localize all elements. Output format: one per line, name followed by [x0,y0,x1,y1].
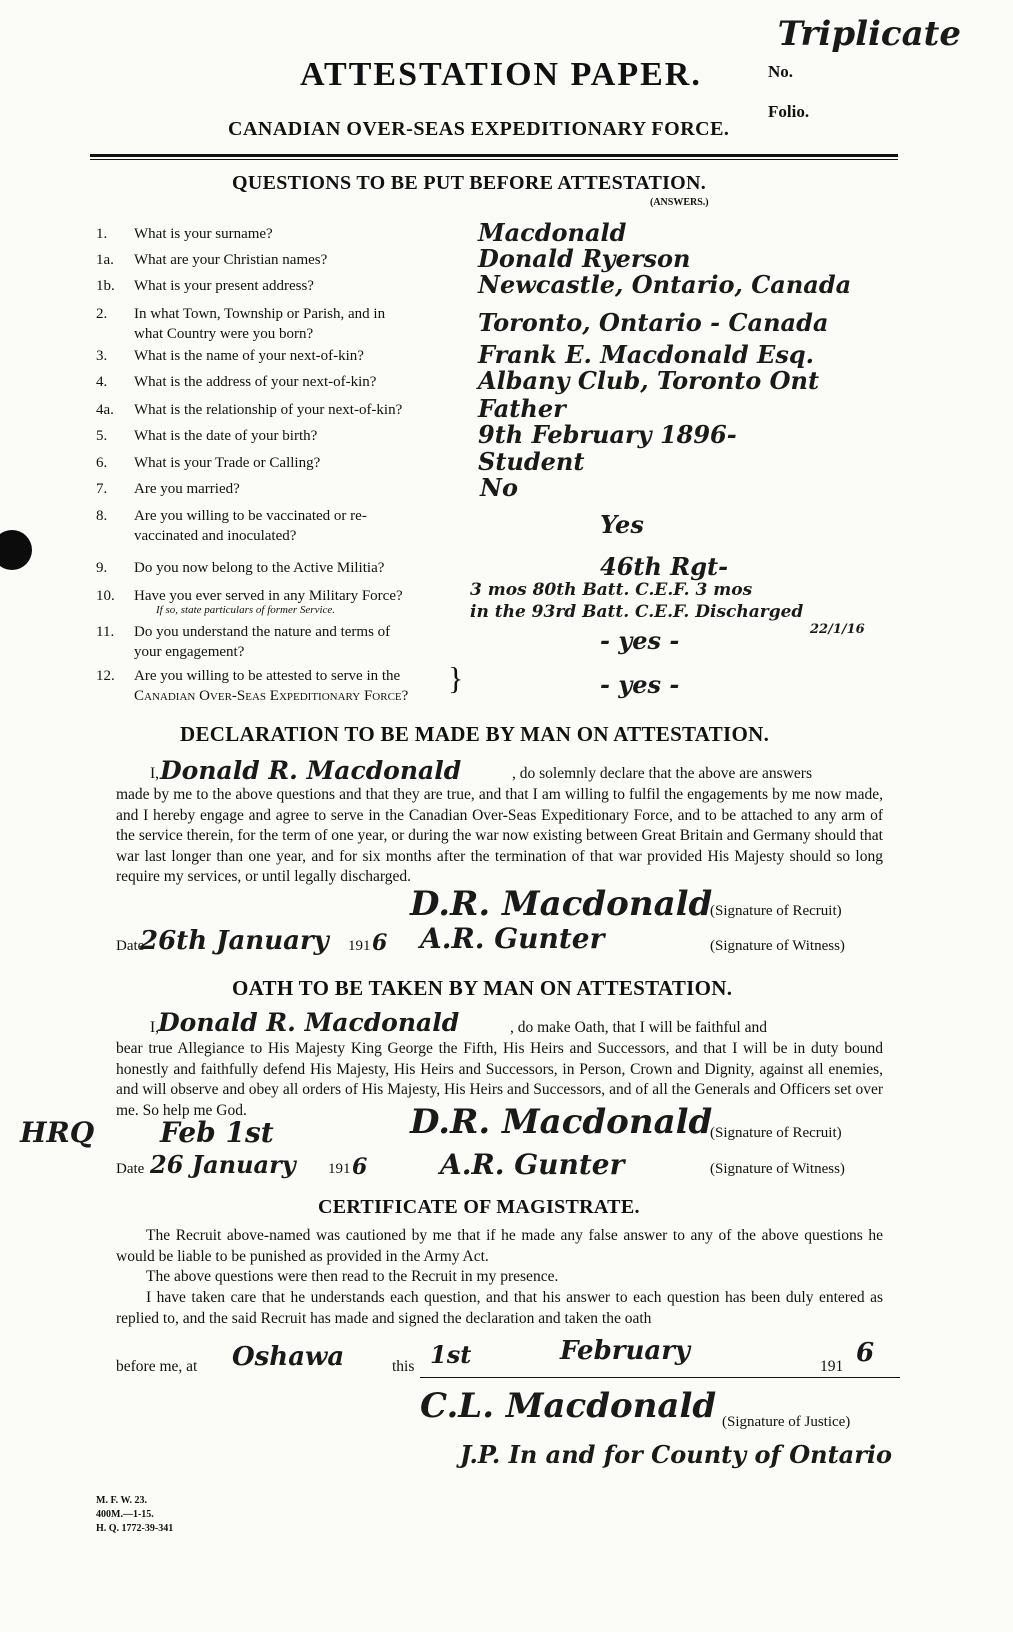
oath-witness-signature: A.R. Gunter [440,1148,625,1181]
question-text: Are you willing to be vaccinated or re- [134,508,367,524]
question-number: 10. [96,588,115,604]
declaration-name: Donald R. Macdonald [160,756,462,785]
answer-text: - yes - [600,626,680,655]
magistrate-day: 1st [430,1340,472,1369]
answer-text: Newcastle, Ontario, Canada [478,270,852,299]
answer-text: Frank E. Macdonald Esq. [478,340,814,369]
question-text: What are your Christian names? [134,252,328,268]
question-number: 12. [96,668,115,684]
magistrate-p1: The Recruit above-named was cautioned by me that if he made any false answer to any of the above questions he would be liable to be punished as provided in the Army Act. [116,1227,883,1265]
question-text: Are you willing to be attested to serve in the [134,668,401,684]
question-text: What is the address of your next-of-kin? [134,374,377,390]
magistrate-justice-signature: C.L. Macdonald [420,1386,717,1426]
question-text: What is the name of your next-of-kin? [134,348,364,364]
question-number: 4. [96,374,108,390]
question-text-line2: Canadian Over-Seas Expeditionary Force? [134,688,409,704]
form-code: H. Q. 1772-39-341 [96,1523,174,1534]
question-number: 9. [96,560,108,576]
magistrate-this-label: this [392,1358,415,1375]
brace: } [448,660,464,696]
magistrate-title: CERTIFICATE OF MAGISTRATE. [318,1196,640,1218]
triplicate-note: Triplicate [777,14,961,54]
answer-text: Donald Ryerson [478,244,691,273]
answer-text-continued: 22/1/16 [810,622,865,637]
oath-year-prefix: 191 [328,1161,351,1177]
oath-recruit-label: (Signature of Recruit) [710,1125,842,1141]
oath-year-digit: 6 [352,1154,368,1180]
question-number: 7. [96,481,108,497]
answer-text: Toronto, Ontario - Canada [478,308,829,337]
number-label: No. [768,62,794,81]
question-text: Do you now belong to the Active Militia? [134,560,385,576]
oath-witness-label: (Signature of Witness) [710,1161,845,1177]
declaration-year-digit: 6 [372,930,388,956]
question-number: 11. [96,624,115,640]
answer-text: - yes - [600,670,680,699]
question-text: What is your present address? [134,278,314,294]
question-text: Are you married? [134,481,240,497]
answer-text: Yes [600,510,644,539]
magistrate-year-prefix: 191 [820,1358,844,1375]
oath-body: bear true Allegiance to His Majesty King George the Fifth, His Heirs and Successors, and that I will be in duty bound honestly and faithfully defend His Majesty, His Heirs and Successors, in Person, Crown and Dignity, against all enemies, and will observe and obey all orders of His Majesty, His Heirs and Successors, and of all the Generals and Officers set over me. So help me God. [116,1040,883,1119]
question-text: What is the relationship of your next-of-kin? [134,402,403,418]
form-code: M. F. W. 23. [96,1495,148,1506]
oath-i: I, [150,1019,160,1036]
answer-text: 3 mos 80th Batt. C.E.F. 3 mos [470,580,753,600]
question-text-line2: what Country were you born? [134,326,314,342]
question-number: 4a. [96,402,114,418]
oath-date-label: Date [116,1161,145,1177]
form-codes [96,1494,173,1536]
answer-text: 46th Rgt- [600,552,729,581]
declaration-recruit-signature: D.R. Macdonald [410,884,713,924]
header-rule-thin [90,159,898,160]
declaration-recruit-label: (Signature of Recruit) [710,903,842,919]
declaration-date-value: 26th January [140,926,329,956]
magistrate-date-rule [420,1377,900,1378]
oath-margin-note: HRQ [20,1116,95,1149]
punch-hole-left [0,530,32,570]
question-number: 1a. [96,252,114,268]
question-number: 3. [96,348,108,364]
magistrate-month: February [560,1336,691,1366]
answer-text: Student [478,447,585,476]
question-text-line2: If so, state particulars of former Service. [156,604,336,616]
question-number: 1b. [96,278,115,294]
answers-label: (ANSWERS.) [650,197,709,208]
answer-text: 9th February 1896- [478,420,737,449]
declaration-body: made by me to the above questions and that they are true, and that I am willing to fulfil the engagements by me now made, and I hereby engage and agree to serve in the Canadian Over-Seas Expeditionary Force, and to be attached to any arm of the service therein, for the term of one year, or during the war now existing between Great Britain and Germany should that war last longer than one year, and for six months after the termination of that war provided His Majesty should so long require my services, or until legally discharged. [116,786,883,885]
question-text: Do you understand the nature and terms of [134,624,391,640]
question-text: What is your Trade or Calling? [134,455,321,471]
oath-title: OATH TO BE TAKEN BY MAN ON ATTESTATION. [232,976,733,1000]
magistrate-p3: I have taken care that he understands each question, and that his answer to each question has been duly entered as replied to, and the said Recruit has made and signed the declaration and taken the oath [116,1289,883,1327]
magistrate-year-digit: 6 [856,1338,875,1368]
magistrate-justice-label: (Signature of Justice) [722,1414,851,1430]
oath-date-value: 26 January [150,1150,296,1179]
header-rule [90,154,898,157]
question-text: Have you ever served in any Military Force? [134,588,403,604]
magistrate-justice-note: J.P. In and for County of Ontario [460,1440,892,1469]
declaration-witness-label: (Signature of Witness) [710,938,845,954]
magistrate-p2: The above questions were then read to the Recruit in my presence. [146,1268,559,1285]
declaration-i: I, [150,765,160,782]
folio-label: Folio. [768,102,810,121]
question-number: 6. [96,455,108,471]
answer-text: Macdonald [478,218,627,247]
declaration-date-label: Date [116,938,145,954]
magistrate-place: Oshawa [232,1342,345,1372]
question-text: What is the date of your birth? [134,428,318,444]
form-code: 400M.—1-15. [96,1509,154,1520]
questions-title: QUESTIONS TO BE PUT BEFORE ATTESTATION. [232,172,707,194]
question-text: What is your surname? [134,226,273,242]
declaration-witness-signature: A.R. Gunter [420,922,605,955]
oath-name: Donald R. Macdonald [158,1008,460,1037]
oath-recruit-signature: D.R. Macdonald [410,1102,713,1142]
question-text-line2: vaccinated and inoculated? [134,528,297,544]
force-heading: CANADIAN OVER-SEAS EXPEDITIONARY FORCE. [228,118,730,140]
oath-extra-date: Feb 1st [160,1116,274,1149]
declaration-title: DECLARATION TO BE MADE BY MAN ON ATTESTATION. [180,722,770,746]
question-text: In what Town, Township or Parish, and in [134,306,386,322]
declaration-line1: , do solemnly declare that the above are answers [512,765,812,782]
question-number: 5. [96,428,108,444]
answer-text: No [480,473,518,502]
answer-text-continued: in the 93rd Batt. C.E.F. Discharged [470,602,804,622]
answer-text: Father [478,394,566,423]
question-number: 1. [96,226,108,242]
magistrate-before-label: before me, at [116,1358,198,1375]
declaration-year-prefix: 191 [348,938,371,954]
page-title: ATTESTATION PAPER. [300,56,702,93]
answer-text: Albany Club, Toronto Ont [478,366,820,395]
question-number: 2. [96,306,108,322]
oath-line1: , do make Oath, that I will be faithful and [510,1019,767,1036]
question-text-line2: your engagement? [134,644,245,660]
question-number: 8. [96,508,108,524]
